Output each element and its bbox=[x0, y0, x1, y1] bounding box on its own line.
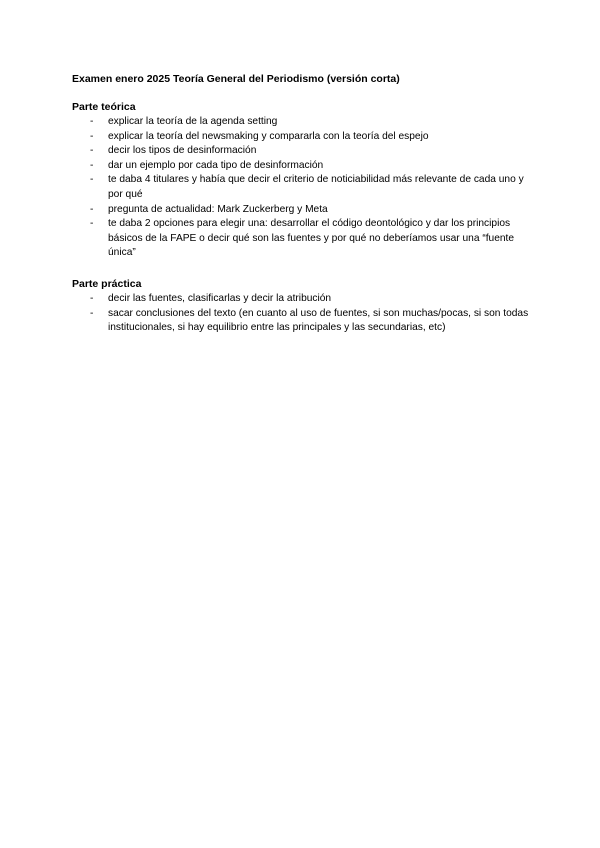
list-item-text: sacar conclusiones del texto (en cuanto al uso de fuentes, si son muchas/pocas, si son todas institucionales, si hay equilibrio entre las principales y las secundarias, etc) bbox=[108, 307, 529, 334]
list-item bbox=[72, 115, 532, 130]
bullet-list bbox=[72, 115, 532, 261]
section-parte-teorica bbox=[72, 100, 532, 261]
dash-bullet-icon: - bbox=[90, 293, 94, 304]
dash-bullet-icon: - bbox=[90, 116, 94, 127]
list-item bbox=[72, 159, 532, 174]
list-item-text: te daba 2 opciones para elegir una: desarrollar el código deontológico y dar los principios básicos de la FAPE o decir qué son las fuentes y por qué no deberíamos usar una “fuente única” bbox=[108, 218, 515, 259]
section-parte-practica bbox=[72, 277, 532, 336]
list-item-text: te daba 4 titulares y había que decir el criterio de noticiabilidad más relevante de cada uno y por qué bbox=[108, 174, 524, 200]
list-item-text: decir las fuentes, clasificarlas y decir la atribución bbox=[108, 293, 332, 304]
dash-bullet-icon: - bbox=[90, 159, 94, 171]
list-item bbox=[72, 130, 532, 145]
list-item-text: pregunta de actualidad: Mark Zuckerberg y Meta bbox=[108, 203, 328, 215]
list-item-text: decir los tipos de desinformación bbox=[108, 145, 257, 157]
dash-bullet-icon: - bbox=[90, 218, 94, 230]
list-item bbox=[72, 292, 532, 307]
section-heading: Parte práctica bbox=[72, 278, 142, 290]
section-heading: Parte teórica bbox=[72, 101, 136, 113]
list-item bbox=[72, 144, 532, 159]
document-title: Examen enero 2025 Teoría General del Periodismo (versión corta) bbox=[72, 73, 400, 85]
list-item bbox=[72, 307, 532, 336]
list-item bbox=[72, 173, 532, 202]
list-item bbox=[72, 203, 532, 218]
dash-bullet-icon: - bbox=[90, 174, 94, 186]
dash-bullet-icon: - bbox=[90, 145, 94, 157]
dash-bullet-icon: - bbox=[90, 307, 94, 319]
dash-bullet-icon: - bbox=[90, 130, 94, 142]
dash-bullet-icon: - bbox=[90, 203, 94, 215]
list-item-text: dar un ejemplo por cada tipo de desinformación bbox=[108, 159, 324, 171]
list-item-text: explicar la teoría de la agenda setting bbox=[108, 116, 278, 127]
list-item bbox=[72, 217, 532, 261]
bullet-list bbox=[72, 292, 532, 336]
list-item-text: explicar la teoría del newsmaking y compararla con la teoría del espejo bbox=[108, 130, 429, 142]
